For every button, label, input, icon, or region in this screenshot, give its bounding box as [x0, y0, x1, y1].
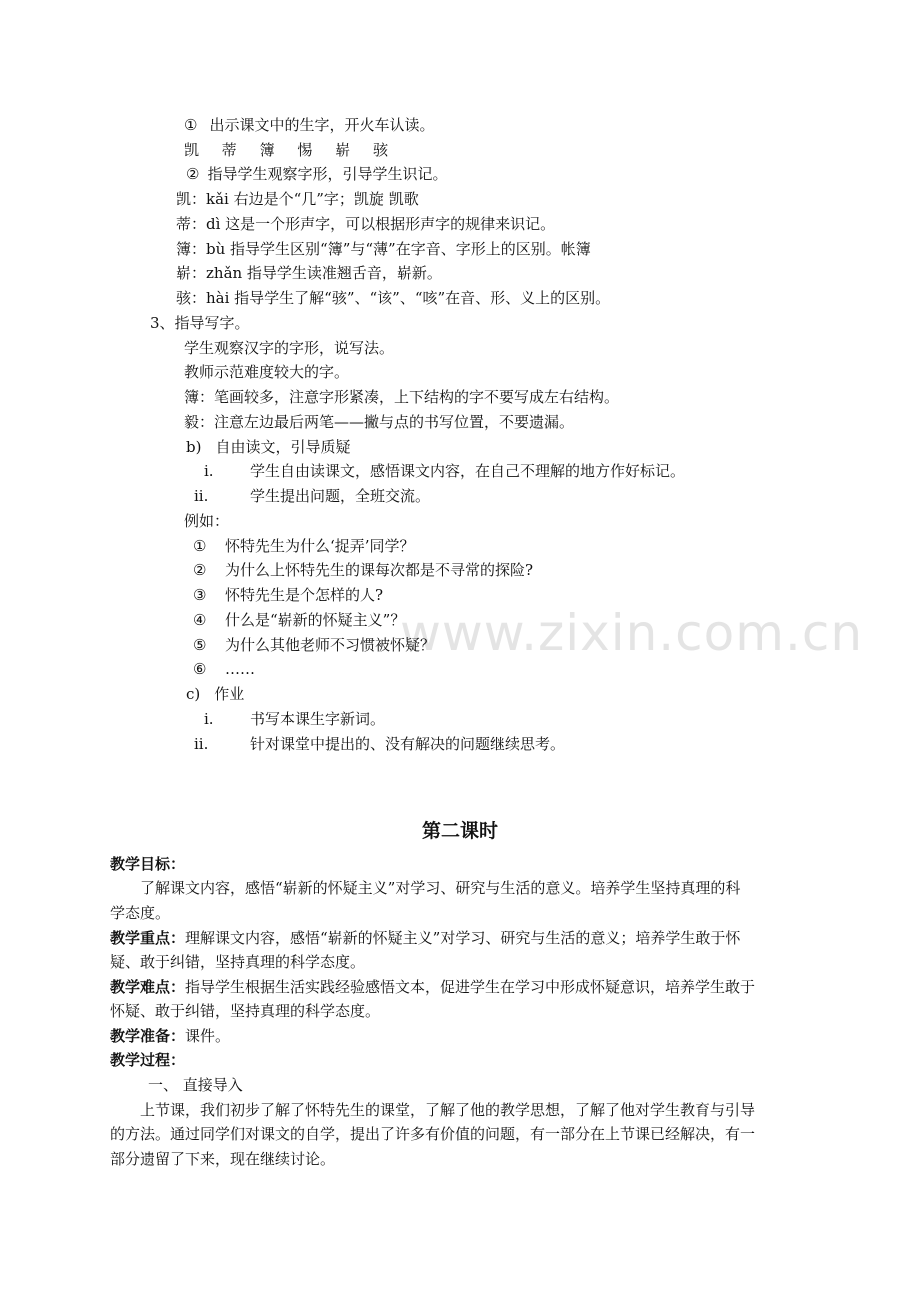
example-marker: ⑥ [193, 660, 207, 678]
item-text: 书写本课生字新词。 [250, 710, 386, 728]
part-c-heading [186, 683, 244, 705]
key-point-line: 疑、敢于纠错，坚持真理的科学态度。 [110, 953, 366, 971]
example-text: …… [225, 660, 255, 678]
example-marker: ② [193, 561, 207, 579]
preparation-label: 教学准备： [110, 1027, 186, 1045]
preparation-line [110, 1025, 230, 1047]
part-c-item [204, 708, 385, 730]
goal-label: 教学目标： [110, 855, 186, 873]
example-item [193, 658, 255, 680]
writing-line: 教师示范难度较大的字。 [184, 363, 350, 381]
difficulty-text: 指导学生根据生活实践经验感悟文本，促进学生在学习中形成怀疑意识，培养学生敢于 [185, 978, 756, 996]
example-item [193, 634, 435, 656]
part-b-item [204, 460, 685, 482]
part-c-label: 作业 [214, 685, 245, 703]
example-item [193, 609, 405, 631]
new-char: 蒂 [221, 141, 237, 159]
example-marker: ⑤ [193, 636, 207, 654]
watermark: www.zixin.com.cn [400, 604, 864, 662]
example-text: 为什么上怀特先生的课每次都是不寻常的探险? [225, 561, 534, 579]
part-b-item [194, 485, 430, 507]
key-point-text: 理解课文内容，感悟“崭新的怀疑主义”对学习、研究与生活的意义；培养学生敢于怀 [185, 929, 741, 947]
example-label: 例如： [184, 512, 230, 530]
difficulty-line: 怀疑、敢于纠错，坚持真理的科学态度。 [110, 1002, 381, 1020]
step1-marker: ① [184, 116, 198, 134]
difficulty-line [110, 976, 755, 998]
part-b-marker: b) [186, 438, 202, 456]
key-point-label: 教学重点： [110, 929, 186, 947]
heading-guide-writing: 3、指导写字。 [150, 314, 250, 332]
example-item [193, 535, 415, 557]
lesson-title: 第二课时 [421, 820, 498, 842]
example-text: 怀特先生为什么‘捉弄’同学？ [225, 537, 415, 555]
example-text: 什么是“崭新的怀疑主义”？ [225, 611, 406, 629]
item-text: 学生自由读课文，感悟课文内容，在自己不理解的地方作好标记。 [250, 462, 686, 480]
step2-text: 指导学生观察字形，引导学生识记。 [207, 165, 448, 183]
process-label: 教学过程： [110, 1051, 186, 1069]
char-note: 簿：bù 指导学生区别“簿”与“薄”在字音、字形上的区别。帐簿 [176, 240, 591, 258]
goal-text-line: 了解课文内容，感悟“崭新的怀疑主义”对学习、研究与生活的意义。培养学生坚持真理的科 [140, 879, 741, 897]
example-item [193, 559, 533, 581]
new-char: 簿 [259, 141, 275, 159]
writing-line: 簿：笔画较多，注意字形紧凑，上下结构的字不要写成左右结构。 [184, 388, 620, 406]
new-chars-row [184, 139, 388, 161]
char-note: 崭：zhǎn 指导学生读准翘舌音，崭新。 [176, 264, 442, 282]
key-point-line [110, 927, 740, 949]
paragraph-line: 的方法。通过同学们对课文的自学，提出了许多有价值的问题，有一部分在上节课已经解决，有一 [110, 1125, 756, 1143]
goal-text-line: 学态度。 [110, 904, 171, 922]
new-char: 凯 [184, 141, 200, 159]
char-note: 蒂：dì 这是一个形声字，可以根据形声字的规律来识记。 [176, 215, 556, 233]
part-c-item [194, 733, 565, 755]
char-note: 骇：hài 指导学生了解“骇”、“该”、“咳”在音、形、义上的区别。 [176, 289, 611, 307]
new-char: 崭 [335, 141, 351, 159]
difficulty-label: 教学难点： [110, 978, 186, 996]
preparation-text: 课件。 [185, 1027, 231, 1045]
char-note: 凯：kǎi 右边是个“几”字；凯旋 凯歌 [176, 190, 419, 208]
writing-line: 学生观察汉字的字形，说写法。 [184, 339, 395, 357]
item-marker: ii. [194, 735, 209, 753]
part-c-marker: c) [186, 685, 201, 703]
item-marker: i. [204, 710, 214, 728]
example-item [193, 584, 383, 606]
step2-marker: ② [186, 165, 200, 183]
example-marker: ① [193, 537, 207, 555]
step-one-heading: 一、 直接导入 [148, 1076, 243, 1094]
example-text: 为什么其他老师不习惯被怀疑？ [225, 636, 436, 654]
new-char: 惕 [297, 141, 313, 159]
part-b-heading [186, 436, 350, 458]
example-marker: ③ [193, 586, 207, 604]
step2-line [186, 163, 447, 185]
step1-line [184, 114, 434, 136]
item-marker: i. [204, 462, 214, 480]
example-marker: ④ [193, 611, 207, 629]
new-char: 骇 [372, 141, 388, 159]
step1-text: 出示课文中的生字，开火车认读。 [209, 116, 435, 134]
paragraph-line: 上节课，我们初步了解了怀特先生的课堂，了解了他的教学思想，了解了他对学生教育与引导 [140, 1101, 756, 1119]
writing-line: 毅：注意左边最后两笔——撇与点的书写位置，不要遗漏。 [184, 413, 575, 431]
part-b-label: 自由读文，引导质疑 [215, 438, 351, 456]
example-text: 怀特先生是个怎样的人? [225, 586, 384, 604]
item-text: 针对课堂中提出的、没有解决的问题继续思考。 [250, 735, 566, 753]
paragraph-line: 部分遗留了下来，现在继续讨论。 [110, 1150, 336, 1168]
item-text: 学生提出问题，全班交流。 [250, 487, 431, 505]
item-marker: ii. [194, 487, 209, 505]
